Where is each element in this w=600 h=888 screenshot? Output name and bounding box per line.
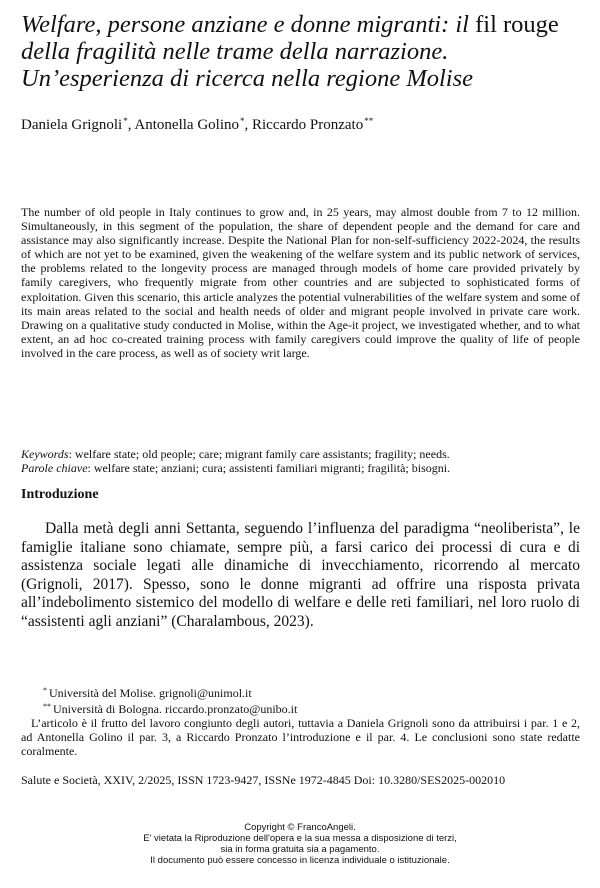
title-italic-part-2: della fragilità nelle trame della narrazione. Un’esperienza di ricerca nella regione Molise <box>21 38 474 92</box>
footnotes <box>21 684 580 758</box>
keywords-block <box>21 447 581 475</box>
author-separator: , <box>244 117 252 133</box>
abstract: The number of old people in Italy continues to grow and, in 25 years, may almost double from 7 to 12 million. Simultaneously, in this segment of the population, the share of dependent people and the demand for care and assistance may also significantly increase. Despite the National Plan for non-self-sufficiency 2022-2024, the results of which are not yet to be examined, given the weakening of the welfare system and its public network of services, the problems related to the longevity process are managed through models of home care provided privately by family caregivers, who frequently migrate from other countries and are subjected to sophisticated forms of exploitation. Given this scenario, this article analyzes the potential vulnerabilities of the welfare system and some of its main areas related to the social and health needs of older and migrant people involved in private care work. Drawing on a qualitative study conducted in Molise, within the Age-it project, we investigated whether, and to what extent, an ad hoc co-created training process with family caregivers could improve the quality of life of people involved in the care process, as well as of society writ large. <box>21 205 580 360</box>
copyright-line: sia in forma gratuita sia a pagamento. <box>220 844 380 855</box>
author-affiliation-mark: * <box>240 116 245 126</box>
footnote <box>21 684 580 700</box>
author-affiliation-mark: ** <box>364 116 374 126</box>
author-separator: , <box>127 117 135 133</box>
author-name: Antonella Golino <box>134 117 239 133</box>
title-italic-part: Welfare, persone anziane e donne migranti: il <box>21 11 476 38</box>
keywords-label: Keywords <box>21 447 69 461</box>
keywords-text-it: : welfare state; anziani; cura; assistenti familiari migranti; fragilità; bisogni. <box>87 461 451 475</box>
footnote-text: Università di Bologna. riccardo.pronzato@unibo.it <box>53 702 298 716</box>
footnote <box>21 700 580 716</box>
author-affiliation-mark: * <box>123 116 128 126</box>
keywords-label-it: Parole chiave <box>21 461 88 475</box>
journal-info: Salute e Società, XXIV, 2/2025, ISSN 1723-9427, ISSNe 1972-4845 Doi: 10.3280/SES2025-002010 <box>21 773 506 787</box>
footnote-text: Università del Molise. grignoli@unimol.it <box>49 686 252 700</box>
author-name: Daniela Grignoli <box>21 117 123 133</box>
copyright-notice <box>0 822 600 866</box>
footnote-mark: ** <box>43 702 51 711</box>
keywords-it <box>21 461 581 475</box>
footnote-mark: * <box>43 686 47 695</box>
copyright-line: Il documento può essere concesso in licenza individuale o istituzionale. <box>150 855 450 866</box>
keywords-text: : welfare state; old people; care; migrant family care assistants; fragility; needs. <box>68 447 450 461</box>
title-roman-part: fil rouge <box>475 11 559 38</box>
copyright-line: Copyright © FrancoAngeli. <box>244 822 356 833</box>
authorship-note: L’articolo è il frutto del lavoro congiunto degli autori, tuttavia a Daniela Grignoli sono da attribuirsi i par. 1 e 2, ad Antonella Golino il par. 3, a Riccardo Pronzato l’introduzione e il par. 4. Le conclusioni sono state redatte coralmente. <box>21 716 580 758</box>
author-name: Riccardo Pronzato <box>252 117 364 133</box>
intro-paragraph: Dalla metà degli anni Settanta, seguendo l’influenza del paradigma “neoliberista”, le famiglie italiane sono chiamate, sempre più, a farsi carico dei processi di cura e di assistenza sociale legati alle dinamiche di invecchiamento, ricorrendo al mercato (Grignoli, 2017). Spesso, sono le donne migranti ad offrire una risposta privata all’indebolimento sistemico del modello di welfare e delle reti familiari, nel loro ruolo di “assistenti agli anziani” (Charalambous, 2023). <box>21 520 580 630</box>
section-heading: Introduzione <box>21 487 99 502</box>
article-title <box>21 11 581 92</box>
keywords-en <box>21 447 581 461</box>
author-list <box>21 112 373 134</box>
copyright-line: E' vietata la Riproduzione dell'opera e la sua messa a disposizione di terzi, <box>143 833 457 844</box>
